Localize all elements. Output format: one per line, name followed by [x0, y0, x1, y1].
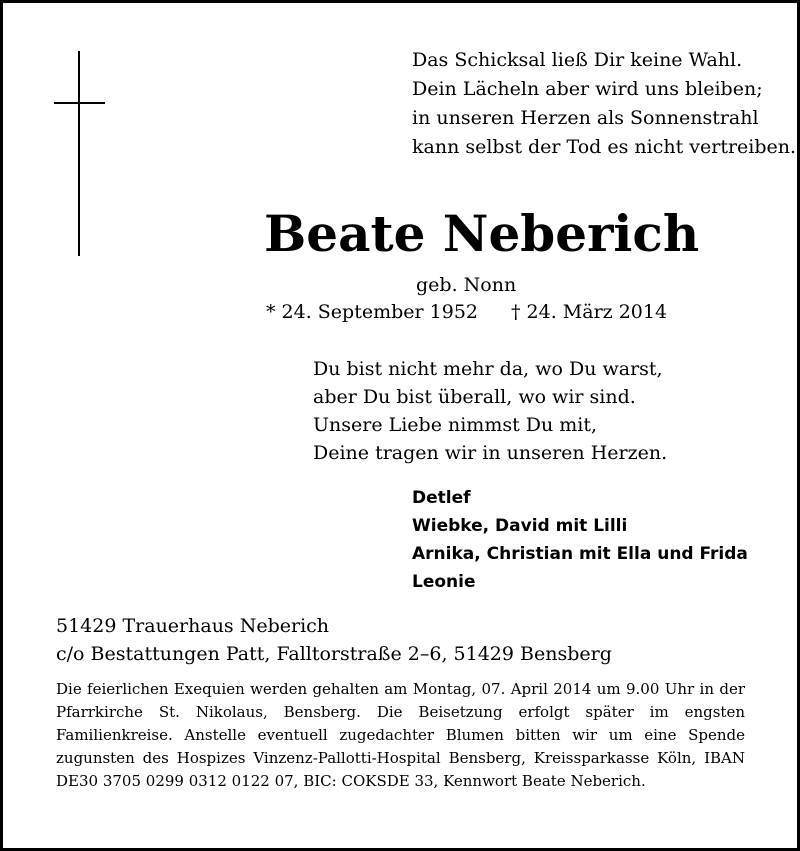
middle-poem — [313, 355, 667, 467]
family-members — [412, 484, 748, 596]
birth-date: * 24. September 1952 — [266, 301, 478, 323]
middle-poem-line: Du bist nicht mehr da, wo Du warst, — [313, 358, 663, 380]
cross-symbol-vertical — [78, 51, 80, 256]
cross-symbol-horizontal — [54, 102, 105, 104]
top-poem-line: in unseren Herzen als Sonnenstrahl — [412, 107, 759, 129]
family-member: Wiebke, David mit Lilli — [412, 516, 628, 536]
maiden-name: geb. Nonn — [416, 274, 517, 296]
family-member: Leonie — [412, 572, 476, 592]
address-line: c/o Bestattungen Patt, Falltorstraße 2–6, 51429 Bensberg — [56, 643, 612, 665]
top-poem-line: Das Schicksal ließ Dir keine Wahl. — [412, 49, 743, 71]
mourning-address — [56, 612, 612, 668]
middle-poem-line: Deine tragen wir in unseren Herzen. — [313, 442, 668, 464]
funeral-details: Die feierlichen Exequien werden gehalten am Montag, 07. April 2014 um 9.00 Uhr in der Pfarrkirche St. Nikolaus, Bensberg. Die Beisetzung erfolgt später im engsten Familienkreise. Anstelle eventuell zugedachter Blumen bitten wir um eine Spende zugunsten des Hospizes Vinzenz-Pallotti-Hospital Bensberg, Kreissparkasse Köln, IBAN DE30 3705 0299 0312 0122 07, BIC: COKSDE 33, Kennwort Beate Neberich. — [56, 680, 745, 790]
death-date: † 24. März 2014 — [511, 301, 668, 323]
top-poem-line: Dein Lächeln aber wird uns bleiben; — [412, 78, 763, 100]
address-line: 51429 Trauerhaus Neberich — [56, 615, 330, 637]
middle-poem-line: aber Du bist überall, wo wir sind. — [313, 386, 636, 408]
middle-poem-line: Unsere Liebe nimmst Du mit, — [313, 414, 598, 436]
family-member: Arnika, Christian mit Ella und Frida — [412, 544, 748, 564]
top-poem-line: kann selbst der Tod es nicht vertreiben. — [412, 136, 797, 158]
deceased-name: Beate Neberich — [264, 204, 700, 263]
top-poem — [412, 46, 796, 162]
family-member: Detlef — [412, 488, 471, 508]
